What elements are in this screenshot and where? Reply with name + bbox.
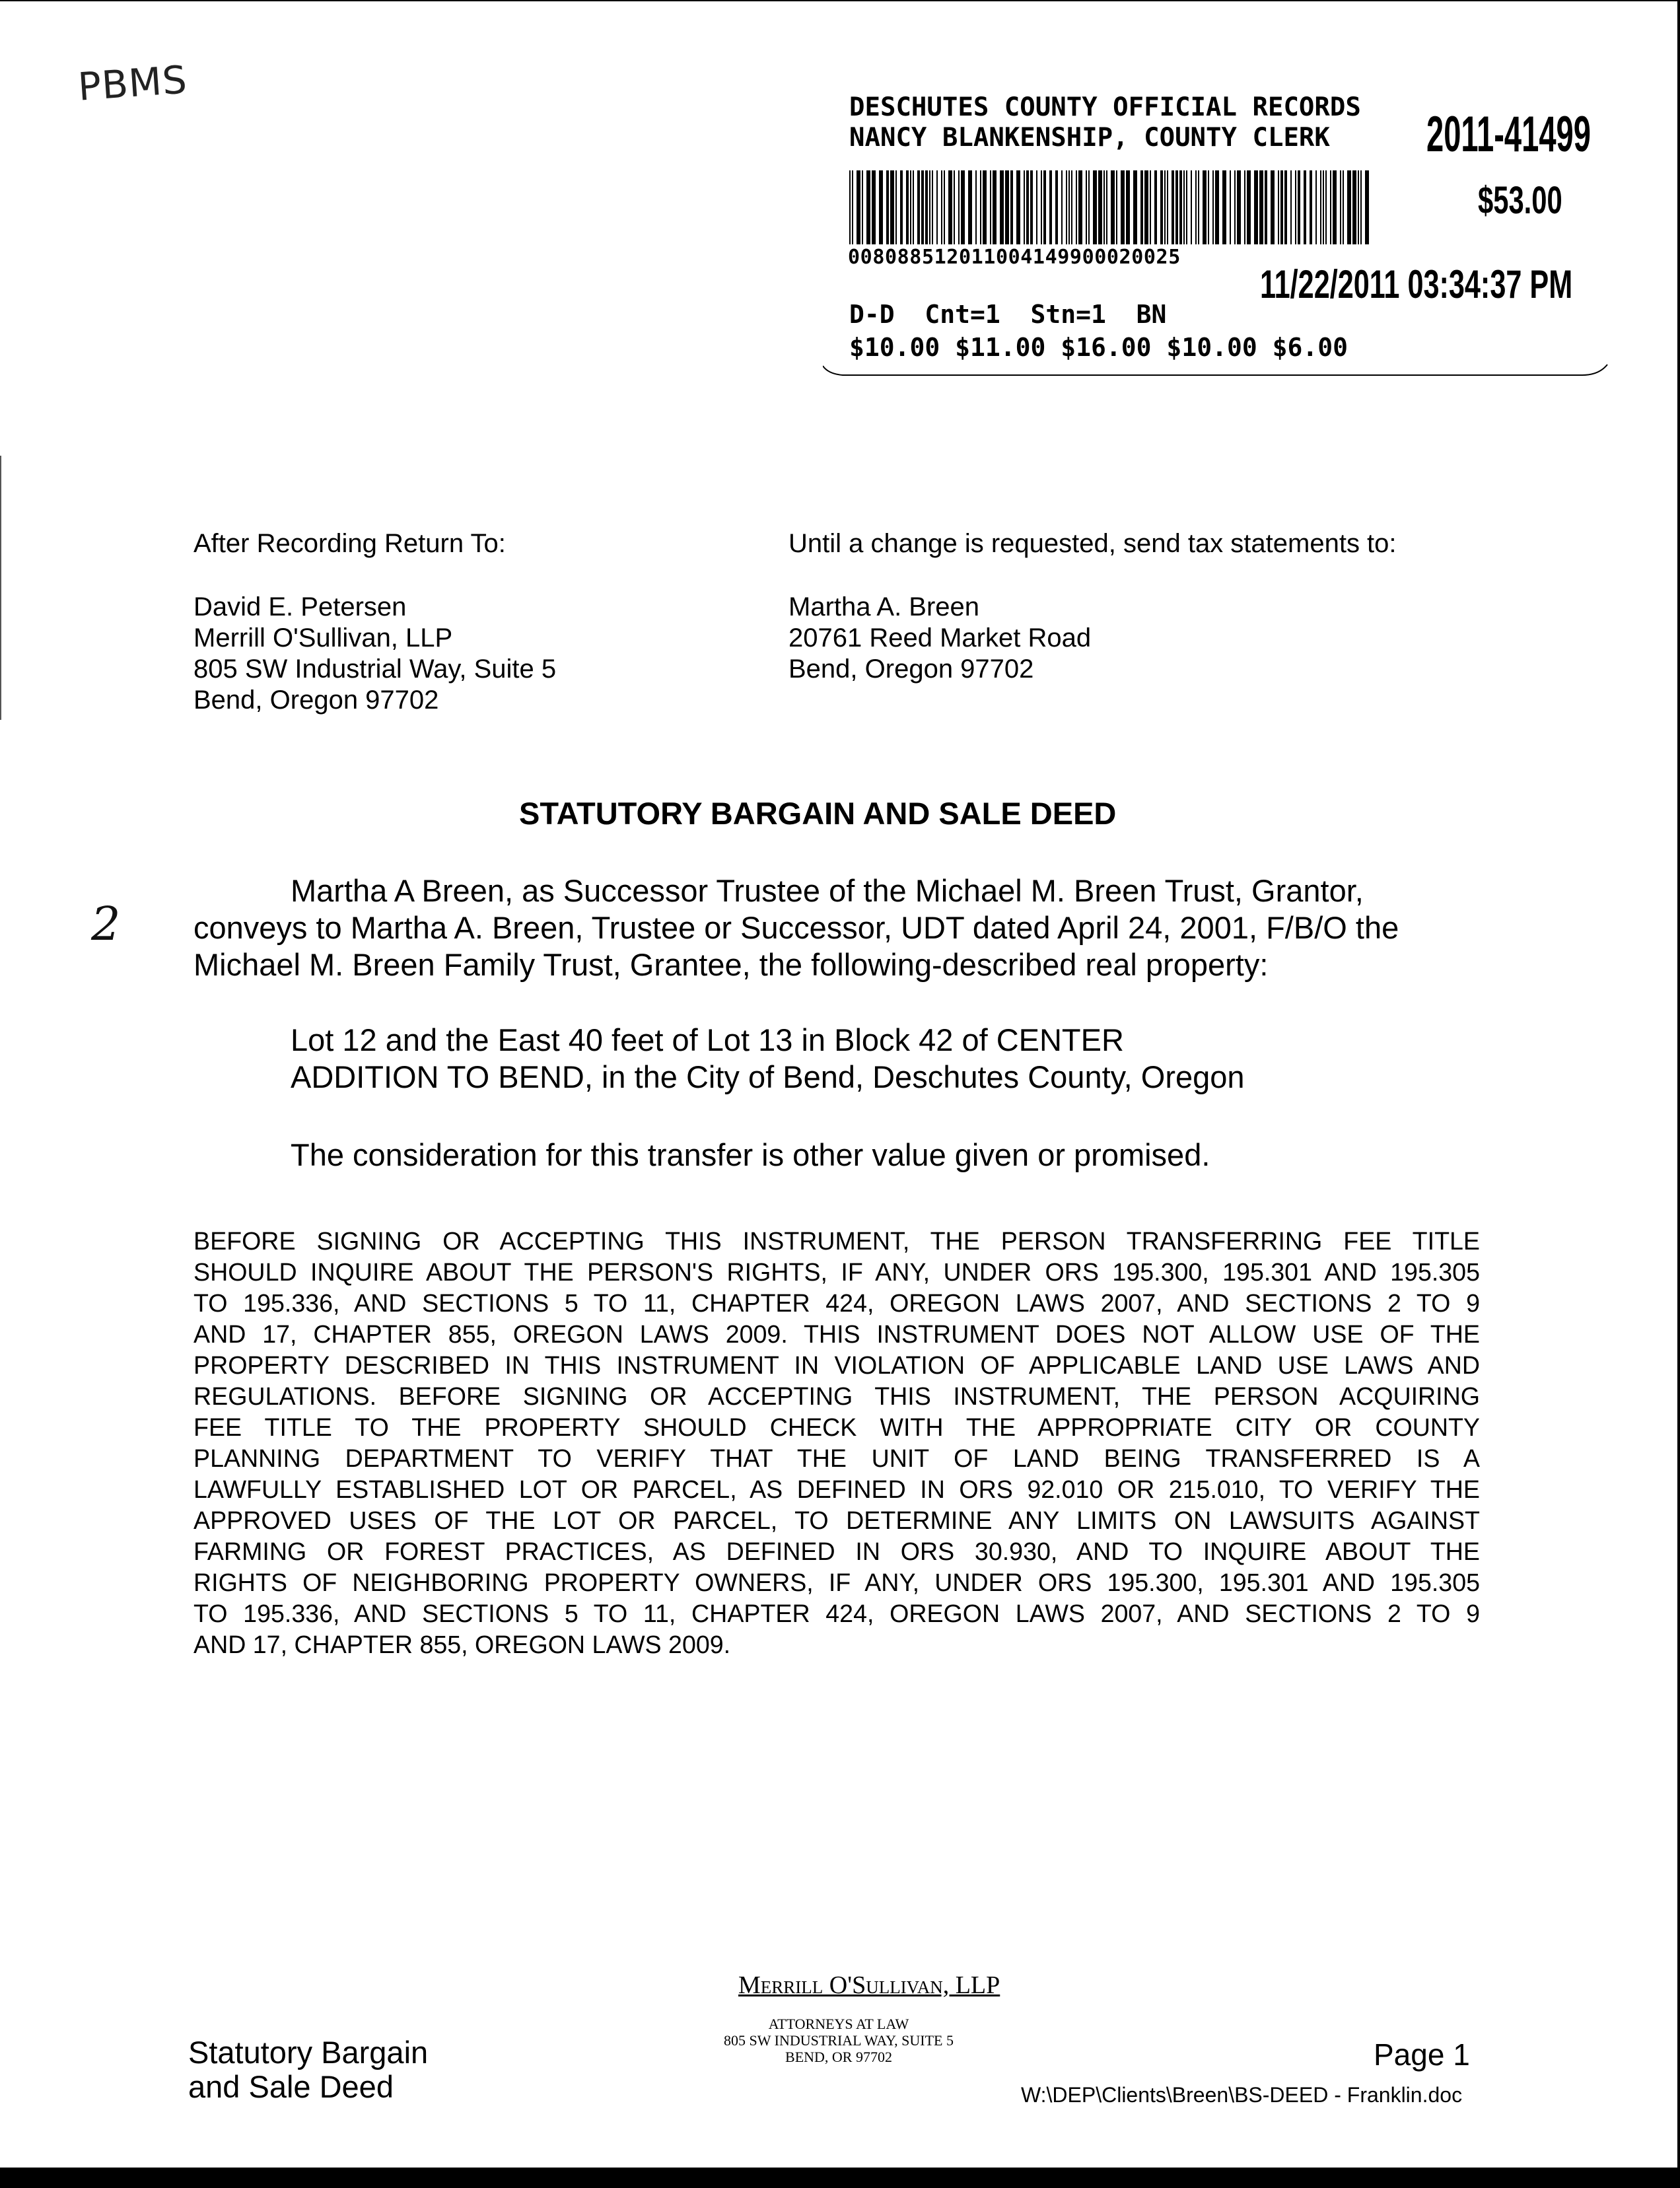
tax-address-line: 20761 Reed Market Road <box>788 623 1092 653</box>
return-to-address <box>193 592 556 716</box>
barcode-bar <box>1234 170 1236 244</box>
barcode-bar <box>1010 170 1013 244</box>
legal-description-line-1: Lot 12 and the East 40 feet of Lot 13 in Block 42 of CENTER <box>291 1022 1124 1057</box>
barcode-bar <box>1295 170 1296 244</box>
barcode-bar <box>961 170 965 244</box>
barcode-bar <box>1133 170 1137 244</box>
handwritten-mark: 2 <box>91 897 121 951</box>
barcode-bar <box>929 170 930 244</box>
barcode-bar <box>886 170 889 244</box>
barcode-bar <box>1358 170 1359 244</box>
barcode-bar <box>1172 170 1174 244</box>
barcode-bar <box>1333 170 1337 244</box>
barcode-bar <box>1259 170 1263 244</box>
footer-document-title <box>188 2035 428 2104</box>
barcode-bar <box>1343 170 1344 244</box>
barcode-bar <box>1049 170 1052 244</box>
barcode-bar <box>1347 170 1351 244</box>
barcode-bar <box>1179 170 1182 244</box>
barcode <box>849 170 1371 244</box>
barcode-bar <box>906 170 909 244</box>
barcode-bar <box>1106 170 1107 244</box>
barcode-bar <box>1024 170 1025 244</box>
barcode-bar <box>1340 170 1341 244</box>
barcode-bar <box>917 170 920 244</box>
barcode-bar <box>1086 170 1087 244</box>
conveyance-line-1: Martha A Breen, as Successor Trustee of the Michael M. Breen Trust, Grantor, <box>291 873 1364 908</box>
barcode-bar <box>941 170 942 244</box>
barcode-bar <box>1076 170 1077 244</box>
barcode-bar <box>1005 170 1009 244</box>
barcode-bar <box>1365 170 1369 244</box>
barcode-bar <box>932 170 933 244</box>
barcode-bar <box>1183 170 1185 244</box>
warning-line: PROPERTY DESCRIBED IN THIS INSTRUMENT IN VIOLATION OF APPLICABLE LAND USE LAWS AND <box>193 1351 1480 1379</box>
barcode-bar <box>1278 170 1279 244</box>
barcode-bar <box>1325 170 1327 244</box>
barcode-bar <box>1265 170 1267 244</box>
barcode-bar <box>944 170 945 244</box>
barcode-bar <box>1144 170 1148 244</box>
firm-tagline: ATTORNEYS AT LAW <box>768 2016 909 2032</box>
warning-line: LAWFULLY ESTABLISHED LOT OR PARCEL, AS DEFINED IN ORS 92.010 OR 215.010, TO VERIFY THE <box>193 1475 1480 1503</box>
barcode-bar <box>983 170 987 244</box>
barcode-bar <box>1230 170 1231 244</box>
barcode-bar <box>1198 170 1199 244</box>
barcode-bar <box>1208 170 1209 244</box>
barcode-bar <box>1055 170 1058 244</box>
barcode-bar <box>990 170 991 244</box>
firm-address-line: 805 SW INDUSTRIAL WAY, SUITE 5 <box>724 2032 954 2049</box>
barcode-bar <box>1175 170 1178 244</box>
barcode-bar <box>1160 170 1163 244</box>
barcode-bar <box>890 170 894 244</box>
barcode-bar <box>1121 170 1125 244</box>
barcode-bar <box>1088 170 1090 244</box>
footer-title-line: and Sale Deed <box>188 2069 394 2104</box>
barcode-bar <box>1150 170 1151 244</box>
warning-line: TO 195.336, AND SECTIONS 5 TO 11, CHAPTER 424, OREGON LAWS 2007, AND SECTIONS 2 TO 9 <box>193 1289 1480 1317</box>
barcode-bar <box>1304 170 1306 244</box>
document-number: 2011-41499 <box>1426 106 1591 162</box>
barcode-bar <box>1310 170 1312 244</box>
barcode-bar <box>849 170 851 244</box>
return-to-line: Bend, Oregon 97702 <box>193 686 439 715</box>
legal-description-line-2: ADDITION TO BEND, in the City of Bend, Deschutes County, Oregon <box>291 1059 1245 1094</box>
barcode-bar <box>1195 170 1197 244</box>
barcode-bar <box>879 170 883 244</box>
barcode-bar <box>1043 170 1046 244</box>
file-path: W:\DEP\Clients\Breen\BS-DEED - Franklin.doc <box>1021 2083 1463 2107</box>
barcode-bar <box>1212 170 1214 244</box>
return-to-heading: After Recording Return To: <box>193 529 506 558</box>
barcode-bar <box>1203 170 1207 244</box>
firm-name: Merrill O'Sullivan, LLP <box>738 1971 1000 1999</box>
page-number: Page 1 <box>1374 2037 1470 2072</box>
barcode-bar <box>1111 170 1115 244</box>
tax-statements-address <box>788 592 1091 685</box>
recording-underline <box>823 363 1609 379</box>
warning-line: RIGHTS OF NEIGHBORING PROPERTY OWNERS, IF ANY, UNDER ORS 195.300, 195.301 AND 195.305 <box>193 1569 1480 1596</box>
barcode-bar <box>1016 170 1020 244</box>
firm-letterhead <box>720 2016 958 2065</box>
recording-clerk: NANCY BLANKENSHIP, COUNTY CLERK <box>849 123 1330 153</box>
barcode-bar <box>1041 170 1042 244</box>
barcode-bar <box>1330 170 1331 244</box>
warning-line: AND 17, CHAPTER 855, OREGON LAWS 2009. THIS INSTRUMENT DOES NOT ALLOW USE OF THE <box>193 1320 1480 1348</box>
recording-office: DESCHUTES COUNTY OFFICIAL RECORDS <box>849 92 1361 122</box>
barcode-bar <box>866 170 870 244</box>
warning-line: SHOULD INQUIRE ABOUT THE PERSON'S RIGHTS, IF ANY, UNDER ORS 195.300, 195.301 AND 195.305 <box>193 1258 1480 1286</box>
barcode-bar <box>1280 170 1283 244</box>
recording-fees: $10.00 $11.00 $16.00 $10.00 $6.00 <box>849 333 1348 362</box>
barcode-bar <box>1071 170 1072 244</box>
return-to-line: Merrill O'Sullivan, LLP <box>193 623 453 653</box>
warning-line: FEE TITLE TO THE PROPERTY SHOULD CHECK WITH THE APPROPRIATE CITY OR COUNTY <box>193 1413 1480 1441</box>
return-to-line: David E. Petersen <box>193 592 407 621</box>
recording-codes: D-D Cnt=1 Stn=1 BN <box>849 300 1167 329</box>
footer-title-line: Statutory Bargain <box>188 2035 429 2070</box>
barcode-bar <box>1026 170 1029 244</box>
warning-line: APPROVED USES OF THE LOT OR PARCEL, TO DETERMINE ANY LIMITS ON LAWSUITS AGAINST <box>193 1506 1480 1534</box>
barcode-bar <box>1164 170 1166 244</box>
barcode-bar <box>862 170 863 244</box>
barcode-bar <box>1126 170 1130 244</box>
warning-line: REGULATIONS. BEFORE SIGNING OR ACCEPTING THIS INSTRUMENT, THE PERSON ACQUIRING <box>193 1382 1480 1410</box>
barcode-bar <box>1254 170 1258 244</box>
barcode-bar <box>1098 170 1102 244</box>
stamp-mark: PBMS <box>76 57 189 110</box>
warning-line: TO 195.336, AND SECTIONS 5 TO 11, CHAPTER 424, OREGON LAWS 2007, AND SECTIONS 2 TO 9 <box>193 1600 1480 1627</box>
barcode-bar <box>852 170 853 244</box>
barcode-bar <box>980 170 981 244</box>
warning-line: BEFORE SIGNING OR ACCEPTING THIS INSTRUMENT, THE PERSON TRANSFERRING FEE TITLE <box>193 1227 1480 1255</box>
barcode-bar <box>1271 170 1275 244</box>
barcode-bar <box>1352 170 1356 244</box>
return-to-line: 805 SW Industrial Way, Suite 5 <box>193 654 557 684</box>
barcode-bar <box>1323 170 1324 244</box>
barcode-bar <box>993 170 997 244</box>
barcode-bar <box>921 170 924 244</box>
total-fee: $53.00 <box>1478 179 1562 222</box>
barcode-bar <box>1191 170 1192 244</box>
barcode-bar <box>1154 170 1157 244</box>
barcode-bar <box>872 170 876 244</box>
barcode-bar <box>1284 170 1287 244</box>
conveyance-line-3: Michael M. Breen Family Trust, Grantee, the following-described real property: <box>193 947 1269 982</box>
barcode-bar <box>968 170 972 244</box>
barcode-bar <box>1061 170 1063 244</box>
tax-address-line: Bend, Oregon 97702 <box>788 654 1034 684</box>
barcode-bar <box>1030 170 1033 244</box>
warning-line: FARMING OR FOREST PRACTICES, AS DEFINED IN ORS 30.930, AND TO INQUIRE ABOUT THE <box>193 1537 1480 1565</box>
barcode-bar <box>1068 170 1070 244</box>
barcode-bar <box>1066 170 1067 244</box>
barcode-bar <box>1103 170 1105 244</box>
barcode-bar <box>1215 170 1219 244</box>
consideration-statement: The consideration for this transfer is other value given or promised. <box>291 1137 1210 1172</box>
firm-address-line: BEND, OR 97702 <box>785 2049 892 2065</box>
barcode-bar <box>1186 170 1187 244</box>
barcode-bar <box>1290 170 1292 244</box>
barcode-bar <box>1298 170 1300 244</box>
scan-bottom-edge <box>0 2168 1680 2188</box>
barcode-bar <box>954 170 955 244</box>
barcode-bar <box>900 170 903 244</box>
barcode-bar <box>1167 170 1168 244</box>
barcode-bar <box>1116 170 1117 244</box>
barcode-bar <box>958 170 960 244</box>
barcode-bar <box>857 170 860 244</box>
barcode-bar <box>1140 170 1143 244</box>
warning-line: PLANNING DEPARTMENT TO VERIFY THAT THE UNIT OF LAND BEING TRANSFERRED IS A <box>193 1444 1480 1472</box>
barcode-bar <box>1320 170 1321 244</box>
barcode-bar <box>1222 170 1226 244</box>
barcode-bar <box>1237 170 1241 244</box>
barcode-bar <box>1360 170 1362 244</box>
tax-statements-heading: Until a change is requested, send tax statements to: <box>788 529 1397 558</box>
conveyance-line-2: conveys to Martha A. Breen, Trustee or Successor, UDT dated April 24, 2001, F/B/O the <box>193 910 1399 945</box>
barcode-bar <box>948 170 952 244</box>
document-title: STATUTORY BARGAIN AND SALE DEED <box>519 796 1117 831</box>
barcode-bar <box>1036 170 1037 244</box>
barcode-bar <box>1315 170 1317 244</box>
barcode-bar <box>925 170 928 244</box>
barcode-bar <box>975 170 977 244</box>
barcode-bar <box>910 170 911 244</box>
barcode-bar <box>1078 170 1082 244</box>
barcode-digits: 008088512011004149900020025 <box>848 246 1181 269</box>
barcode-bar <box>1093 170 1097 244</box>
barcode-bar <box>913 170 914 244</box>
tax-address-line: Martha A. Breen <box>788 592 980 621</box>
barcode-bar <box>1000 170 1004 244</box>
barcode-bar <box>1244 170 1245 244</box>
barcode-bar <box>936 170 938 244</box>
barcode-bar <box>1247 170 1251 244</box>
recording-datetime: 11/22/2011 03:34:37 PM <box>1260 262 1573 306</box>
barcode-bar <box>895 170 897 244</box>
statutory-warning <box>193 1226 1480 1660</box>
scan-edge-marks <box>0 456 4 720</box>
warning-line: AND 17, CHAPTER 855, OREGON LAWS 2009. <box>193 1631 731 1658</box>
